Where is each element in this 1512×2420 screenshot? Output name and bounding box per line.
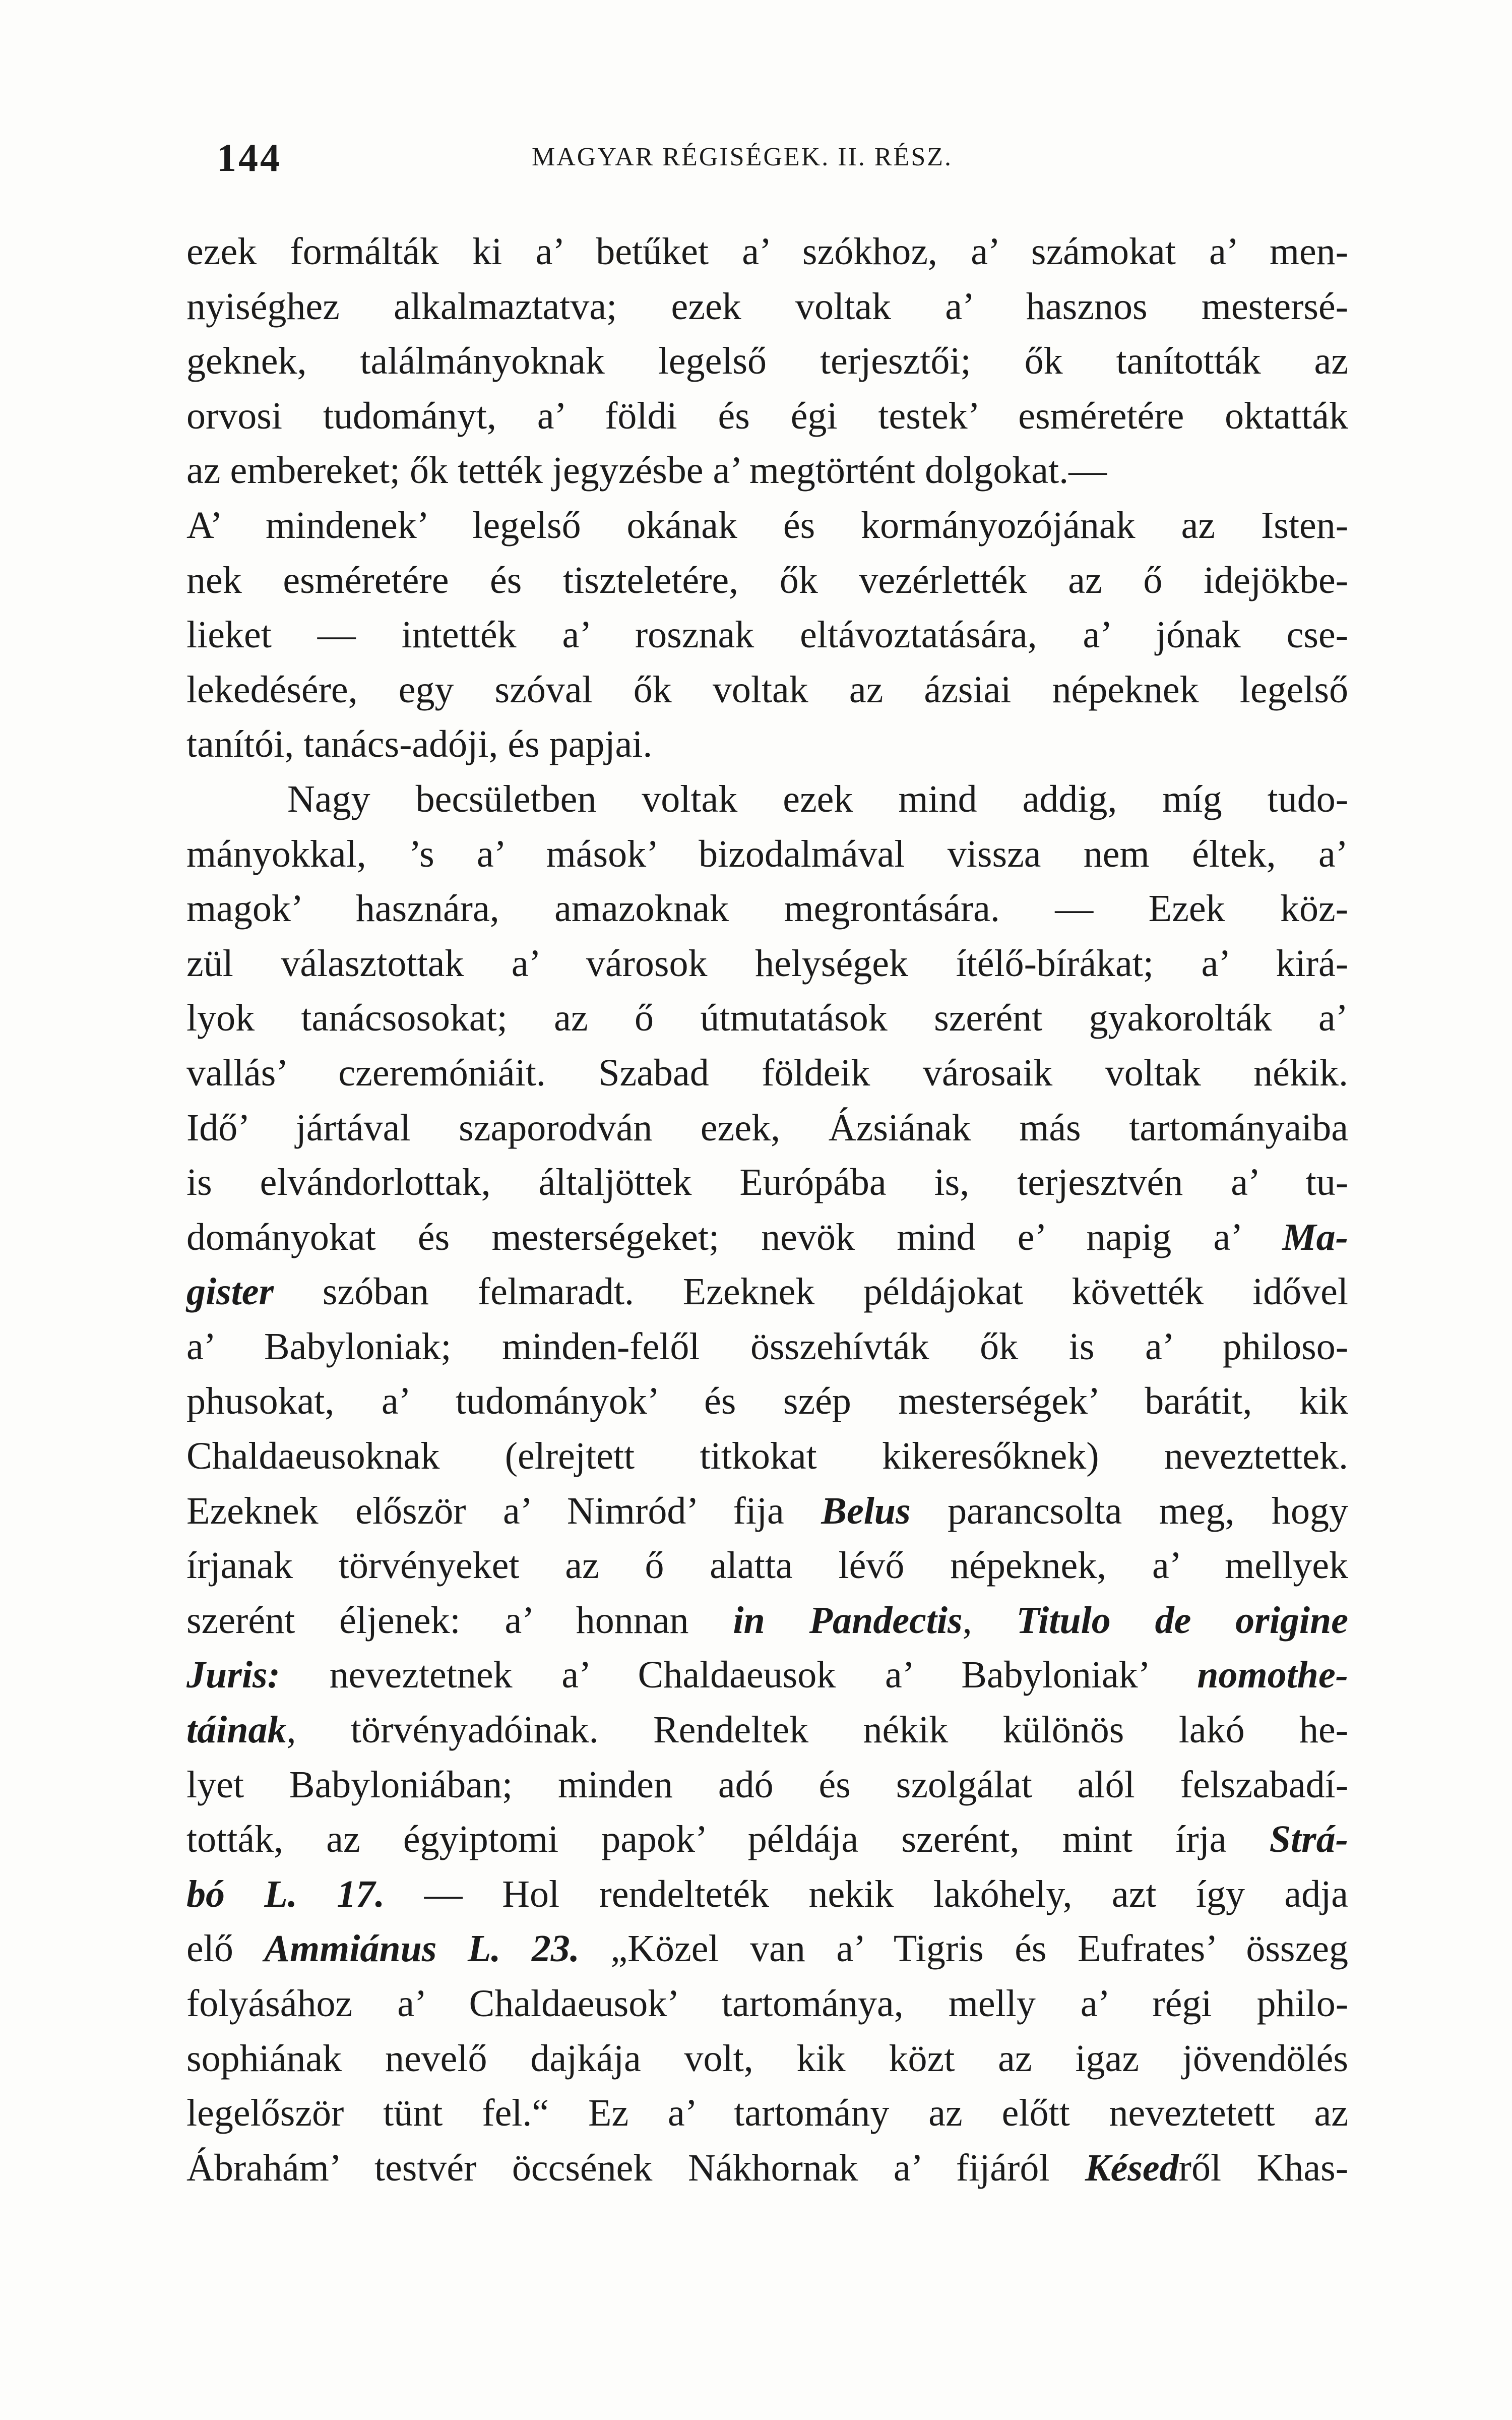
text-line: lyok tanácsosokat; az ő útmutatások szerént gyakorolták a’ bbox=[186, 997, 1348, 1040]
text-line: nyiséghez alkalmaztatva; ezek voltak a’ hasznos mestersé- bbox=[186, 285, 1348, 328]
running-head bbox=[217, 135, 1376, 180]
text-line: gister szóban felmaradt. Ezeknek példájokat követték idővel bbox=[186, 1270, 1348, 1313]
text-line: elő Ammiánus L. 23. „Közel van a’ Tigris és Eufrates’ összeg bbox=[186, 1927, 1348, 1970]
text-line: írjanak törvényeket az ő alatta lévő népeknek, a’ mellyek bbox=[186, 1544, 1348, 1587]
text-line: lieket — intették a’ rosznak eltávoztatására, a’ jónak cse- bbox=[186, 614, 1348, 656]
text-line: nek esméretére és tiszteletére, ők vezérlették az ő idejökbe- bbox=[186, 559, 1348, 601]
text-line: A’ mindenek’ legelső okának és kormányozójának az Isten- bbox=[186, 504, 1348, 547]
text-line: bó L. 17. — Hol rendelteték nekik lakóhely, azt így adja bbox=[186, 1872, 1348, 1915]
text-line: phusokat, a’ tudományok’ és szép mesterségek’ barátit, kik bbox=[186, 1380, 1348, 1423]
running-head-title: MAGYAR RÉGISÉGEK. II. RÉSZ. bbox=[532, 143, 953, 171]
page-number: 144 bbox=[217, 136, 282, 179]
body-text bbox=[186, 224, 1348, 2195]
text-line: ezek formálták ki a’ betűket a’ szókhoz, a’ számokat a’ men- bbox=[186, 230, 1348, 273]
text-line: lekedésére, egy szóval ők voltak az ázsiai népeknek legelső bbox=[186, 668, 1348, 711]
text-line: a’ Babyloniak; minden-felől összehívták ők is a’ philoso- bbox=[186, 1325, 1348, 1368]
text-line: dományokat és mesterségeket; nevök mind e’ napig a’ Ma- bbox=[186, 1216, 1348, 1258]
text-line: Chaldaeusoknak (elrejtett titkokat kikeresőknek) neveztettek. bbox=[186, 1435, 1348, 1478]
text-line: sophiának nevelő dajkája volt, kik közt az igaz jövendölés bbox=[186, 2037, 1348, 2080]
text-line: tották, az égyiptomi papok’ példája szerént, mint írja Strá- bbox=[186, 1818, 1348, 1861]
text-line: Ábrahám’ testvér öccsének Nákhornak a’ fijáról Késedről Khas- bbox=[186, 2146, 1349, 2189]
text-line: az embereket; ők tették jegyzésbe a’ megtörtént dolgokat.— bbox=[186, 449, 1107, 492]
text-line: legelőször tünt fel.“ Ez a’ tartomány az előtt neveztetett az bbox=[186, 2092, 1348, 2135]
text-line: zül választottak a’ városok helységek ítélő-bírákat; a’ kirá- bbox=[186, 942, 1348, 985]
text-line: szerént éljenek: a’ honnan in Pandectis, Titulo de origine bbox=[186, 1599, 1348, 1642]
text-line: Ezeknek először a’ Nimród’ fija Belus parancsolta meg, hogy bbox=[186, 1489, 1348, 1532]
text-line: vallás’ czeremóniáit. Szabad földeik városaik voltak nékik. bbox=[186, 1051, 1348, 1094]
text-line: Nagy becsületben voltak ezek mind addig, míg tudo- bbox=[287, 777, 1348, 820]
text-line: mányokkal, ’s a’ mások’ bizodalmával vissza nem éltek, a’ bbox=[186, 832, 1348, 875]
text-line: geknek, találmányoknak legelső terjesztői; ők tanították az bbox=[186, 340, 1348, 383]
text-line: is elvándorlottak, általjöttek Európába is, terjesztvén a’ tu- bbox=[186, 1161, 1348, 1204]
text-line: Juris: neveztetnek a’ Chaldaeusok a’ Babyloniak’ nomothe- bbox=[186, 1654, 1348, 1697]
text-line: lyet Babyloniában; minden adó és szolgálat alól felszabadí- bbox=[186, 1763, 1348, 1806]
text-line: Idő’ jártával szaporodván ezek, Ázsiának más tartományaiba bbox=[186, 1106, 1348, 1149]
text-line: orvosi tudományt, a’ földi és égi testek’ esméretére oktatták bbox=[186, 394, 1348, 437]
text-line: folyásához a’ Chaldaeusok’ tartománya, melly a’ régi philo- bbox=[186, 1982, 1348, 2025]
text-line: magok’ hasznára, amazoknak megrontására. — Ezek köz- bbox=[186, 887, 1348, 930]
text-line: tanítói, tanács-adóji, és papjai. bbox=[186, 723, 653, 766]
text-line: táinak, törvényadóinak. Rendeltek nékik különös lakó he- bbox=[186, 1709, 1348, 1751]
